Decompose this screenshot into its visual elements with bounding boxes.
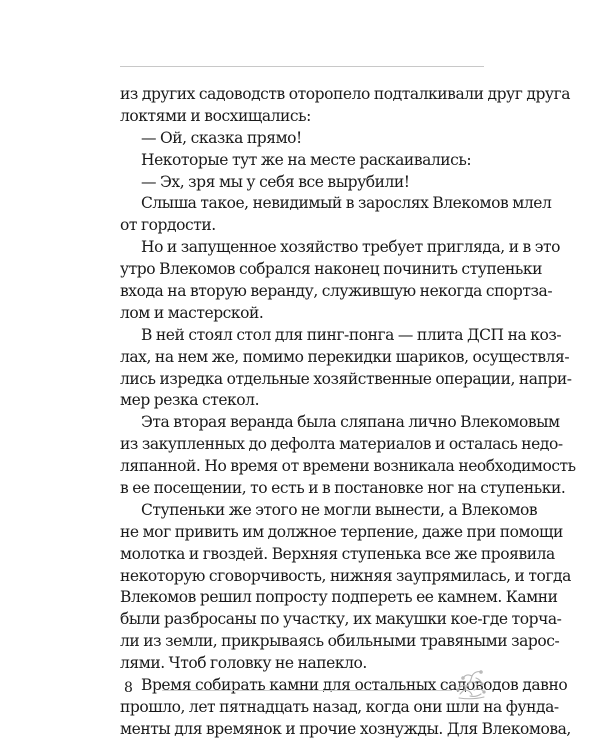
text-line: в ее посещении, то есть и в постановке ног на ступеньки. — [120, 479, 566, 498]
text-line: Эта вторая веранда была сляпана лично Влекомовым — [141, 413, 560, 432]
body-text — [120, 84, 576, 741]
text-line: из других садоводств оторопело подталкивали друг друга — [120, 85, 571, 103]
text-line: лом и мастерской. — [120, 303, 264, 322]
text-line: Но и запущенное хозяйство требует пригляда, и в это — [141, 238, 561, 257]
text-line: ляпанной. Но время от времени возникала необходимость — [120, 457, 576, 476]
text-line: были разбросаны по участку, их макушки кое-где торча- — [120, 610, 562, 629]
text-line: Ступеньки же этого не могли вынести, а Влекомов — [141, 500, 538, 519]
text-line: утро Влекомов собрался наконец починить ступеньки — [120, 260, 543, 279]
text-line: лах, на нем же, помимо перекидки шариков, осуществля- — [120, 347, 570, 366]
text-line: В ней стоял стол для пинг-понга — плита ДСП на коз- — [141, 325, 562, 344]
text-line: лями. Чтоб головку не напекло. — [120, 654, 367, 673]
text-line: мер резка стекол. — [120, 391, 260, 410]
text-line: ли из земли, прикрываясь обильными травяными зарос- — [120, 632, 560, 651]
text-line: лись изредка отдельные хозяйственные операции, напри- — [120, 369, 572, 388]
header-rule — [120, 66, 484, 67]
text-line: прошло, лет пятнадцать назад, когда они шли на фунда- — [120, 697, 559, 716]
page-number: 8 — [124, 680, 133, 696]
text-line: Слыша такое, невидимый в зарослях Влекомов млел — [141, 194, 552, 213]
footer-rule — [162, 690, 452, 691]
text-line: менты для времянок и прочие хознужды. Для Влекомова, — [120, 719, 571, 738]
text-line: Время собирать камни для остальных садоводов давно — [141, 676, 568, 695]
text-line: от гордости. — [120, 216, 216, 235]
text-line: — Ой, сказка прямо! — [141, 128, 302, 147]
floral-ornament-icon — [454, 666, 488, 702]
text-line: Некоторые тут же на месте раскаивались: — [141, 150, 472, 169]
text-line: некоторую сговорчивость, нижняя заупрямилась, и тогда — [120, 566, 571, 585]
text-line: молотка и гвоздей. Верхняя ступенька все же проявила — [120, 544, 555, 563]
text-line: входа на вторую веранду, служившую некогда спортза- — [120, 282, 553, 301]
text-line: из закупленных до дефолта материалов и осталась недо- — [120, 435, 563, 454]
text-line: Влекомов решил попросту подпереть ее камнем. Камни — [120, 588, 558, 607]
text-line: — Эх, зря мы у себя все вырубили! — [141, 172, 410, 191]
text-line: локтями и восхищались: — [120, 106, 311, 125]
text-line: не мог привить им должное терпение, даже при помощи — [120, 522, 563, 541]
